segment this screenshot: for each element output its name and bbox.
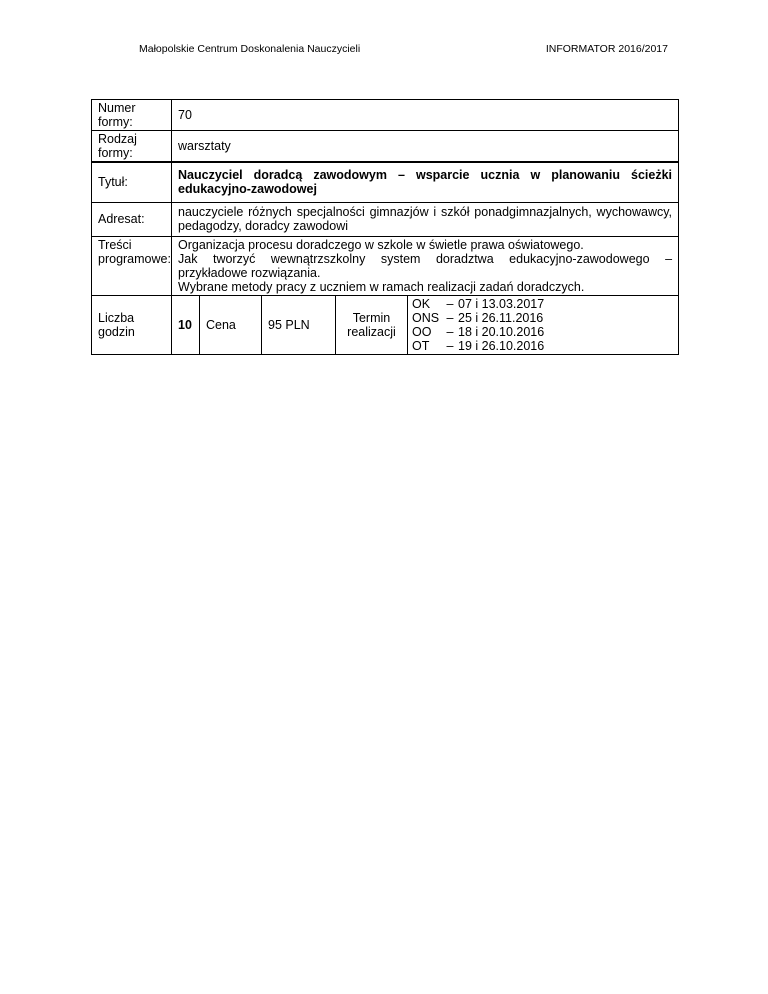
numer-value: 70 (172, 100, 679, 131)
termin-date: 18 i 20.10.2016 (458, 324, 545, 339)
course-form-table (91, 99, 679, 355)
row-tytul (92, 162, 679, 202)
tytul-value: Nauczyciel doradcą zawodowym – wsparcie ucznia w planowaniu ścieżki edukacyjno-zawodowej (172, 162, 679, 202)
tresci-line-3: Wybrane metody pracy z uczniem w ramach realizacji zadań doradczych. (178, 279, 585, 294)
row-tresci (92, 236, 679, 295)
termin-dash: – (446, 310, 454, 325)
godziny-value: 10 (172, 295, 200, 354)
row-adresat (92, 202, 679, 236)
numer-label: Numer formy: (92, 100, 172, 131)
termin-date: 07 i 13.03.2017 (458, 296, 545, 311)
row-godziny (92, 295, 679, 354)
header-informator: INFORMATOR 2016/2017 (545, 43, 668, 55)
termin-code: OO (412, 324, 432, 339)
termin-row (412, 297, 672, 311)
termin-dates (408, 295, 679, 354)
godziny-label: Liczba godzin (92, 295, 172, 354)
tresci-value (172, 236, 679, 295)
termin-label: Termin realizacji (336, 295, 408, 354)
tytul-label: Tytuł: (92, 162, 172, 202)
cena-label: Cena (200, 295, 262, 354)
termin-code: OK (412, 296, 431, 311)
termin-dash: – (446, 338, 454, 353)
rodzaj-value: warsztaty (172, 131, 679, 163)
adresat-label: Adresat: (92, 202, 172, 236)
cena-value: 95 PLN (262, 295, 336, 354)
termin-row (412, 339, 672, 353)
row-rodzaj (92, 131, 679, 163)
termin-code: ONS (412, 310, 440, 325)
termin-dash: – (446, 296, 454, 311)
termin-code: OT (412, 338, 430, 353)
termin-row (412, 325, 672, 339)
termin-row (412, 311, 672, 325)
termin-date: 19 i 26.10.2016 (458, 338, 545, 353)
termin-date: 25 i 26.11.2016 (458, 310, 544, 325)
rodzaj-label: Rodzaj formy: (92, 131, 172, 163)
tresci-label: Treści programowe: (92, 236, 172, 295)
tresci-line-2: Jak tworzyć wewnątrzszkolny system doradztwa edukacyjno-zawodowego – przykładowe rozwiązania. (178, 251, 673, 280)
row-numer (92, 100, 679, 131)
termin-dash: – (446, 324, 454, 339)
header-institution: Małopolskie Centrum Doskonalenia Nauczycieli (139, 43, 361, 55)
adresat-value: nauczyciele różnych specjalności gimnazjów i szkół ponadgimnazjalnych, wychowawcy, pedagodzy, doradcy zawodowi (172, 202, 679, 236)
tresci-line-1: Organizacja procesu doradczego w szkole w świetle prawa oświatowego. (178, 237, 584, 252)
